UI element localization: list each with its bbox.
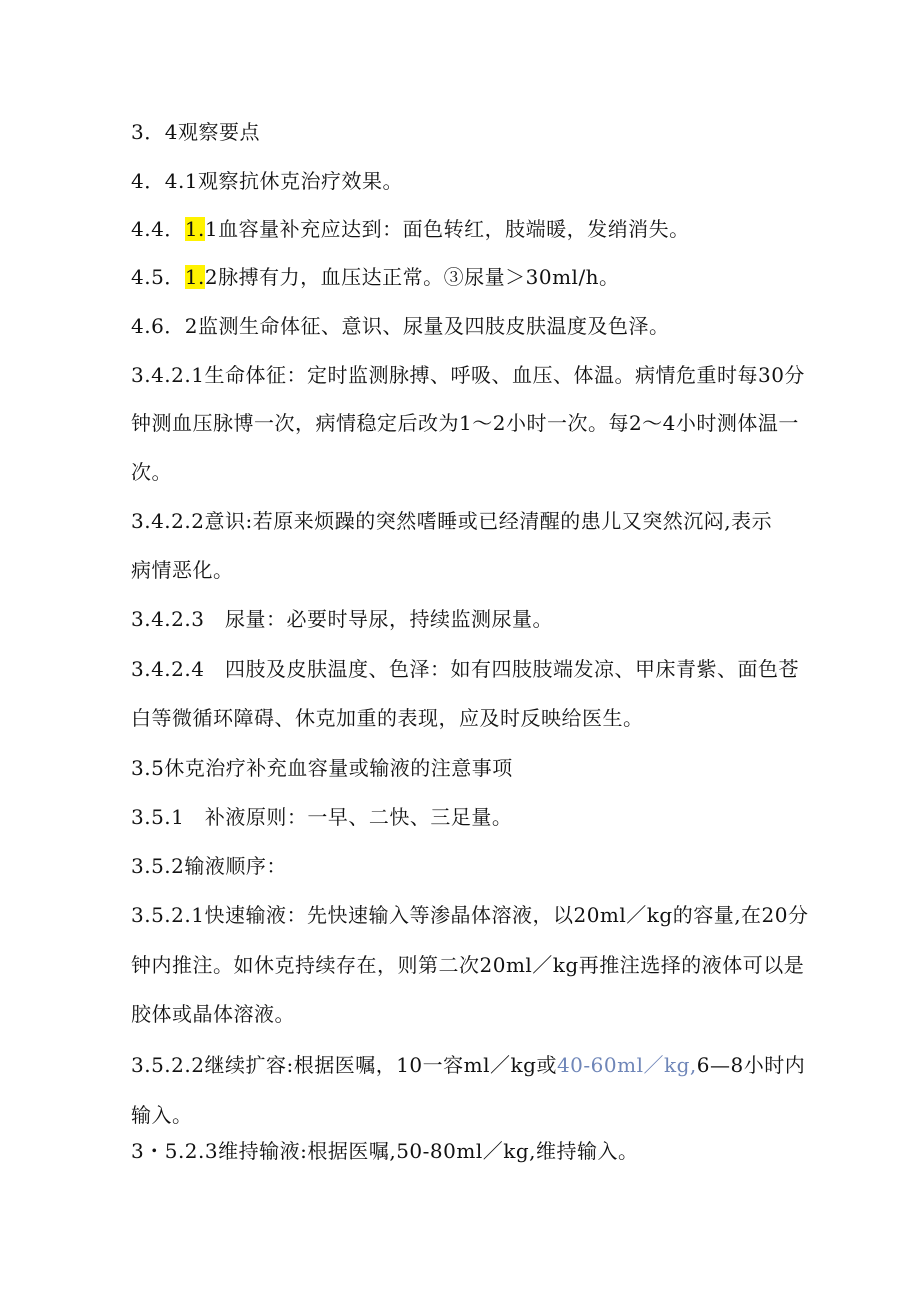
paragraph-line: 3.4.2.4 四肢及皮肤温度、色泽：如有四肢肢端发凉、甲床青紫、面色苍 (131, 657, 799, 681)
line-body: 3.5.2.2继续扩容:根据医嘱，10一容ml／kg或 (131, 1053, 557, 1077)
highlighted-text: 1. (184, 217, 205, 241)
paragraph-line: 3.5.2.1快速输液：先快速输入等渗晶体溶液，以20ml／kg的容量,在20分 (131, 903, 809, 927)
line-prefix: 4.4． (131, 217, 185, 241)
paragraph-line (131, 216, 690, 242)
paragraph-line: 4．4.1观察抗休克治疗效果。 (131, 169, 404, 193)
paragraph-line: 4.6．2监测生命体征、意识、尿量及四肢皮肤温度及色泽。 (131, 314, 670, 338)
paragraph-line: 钟测血压脉博一次，病情稳定后改为1～2小时一次。每2～4小时测体温一 (131, 411, 799, 435)
heading-3-4: 3．4观察要点 (131, 120, 260, 144)
line-body: 2脉搏有力，血压达正常。③尿量＞30ml/h。 (204, 265, 620, 289)
paragraph-line: 病情恶化。 (131, 558, 234, 582)
paragraph-line: 3.5.1 补液原则：一早、二快、三足量。 (131, 805, 513, 829)
paragraph-line: 3.5.2输液顺序： (131, 854, 287, 878)
highlighted-text: 1. (184, 265, 205, 289)
paragraph-line: 钟内推注。如休克持续存在，则第二次20ml／kg再推注选择的液体可以是 (131, 953, 805, 977)
paragraph-line: 3・5.2.3维持输液:根据医嘱,50-80ml／kg,维持输入。 (131, 1139, 639, 1163)
paragraph-line (131, 1052, 805, 1078)
heading-3-5: 3.5休克治疗补充血容量或输液的注意事项 (131, 756, 513, 780)
line-prefix: 4.5． (131, 265, 185, 289)
paragraph-line: 3.4.2.3 尿量：必要时导尿，持续监测尿量。 (131, 607, 553, 631)
paragraph-line (131, 264, 620, 290)
line-body: 1血容量补充应达到：面色转红，肢端暖，发绡消失。 (204, 217, 690, 241)
blue-text: 40-60ml／kg, (556, 1053, 697, 1077)
paragraph-line: 白等微循环障碍、休克加重的表现，应及时反映给医生。 (131, 706, 644, 730)
line-body: 6—8小时内 (696, 1053, 806, 1077)
paragraph-line: 胶体或晶体溶液。 (131, 1002, 295, 1026)
paragraph-line: 输入。 (131, 1103, 193, 1127)
paragraph-line: 3.4.2.1生命体征：定时监测脉搏、呼吸、血压、体温。病情危重时每30分 (131, 363, 805, 387)
paragraph-line: 次。 (131, 460, 172, 484)
paragraph-line: 3.4.2.2意识:若原来烦躁的突然嗜睡或已经清醒的患儿又突然沉闷,表示 (131, 509, 773, 533)
